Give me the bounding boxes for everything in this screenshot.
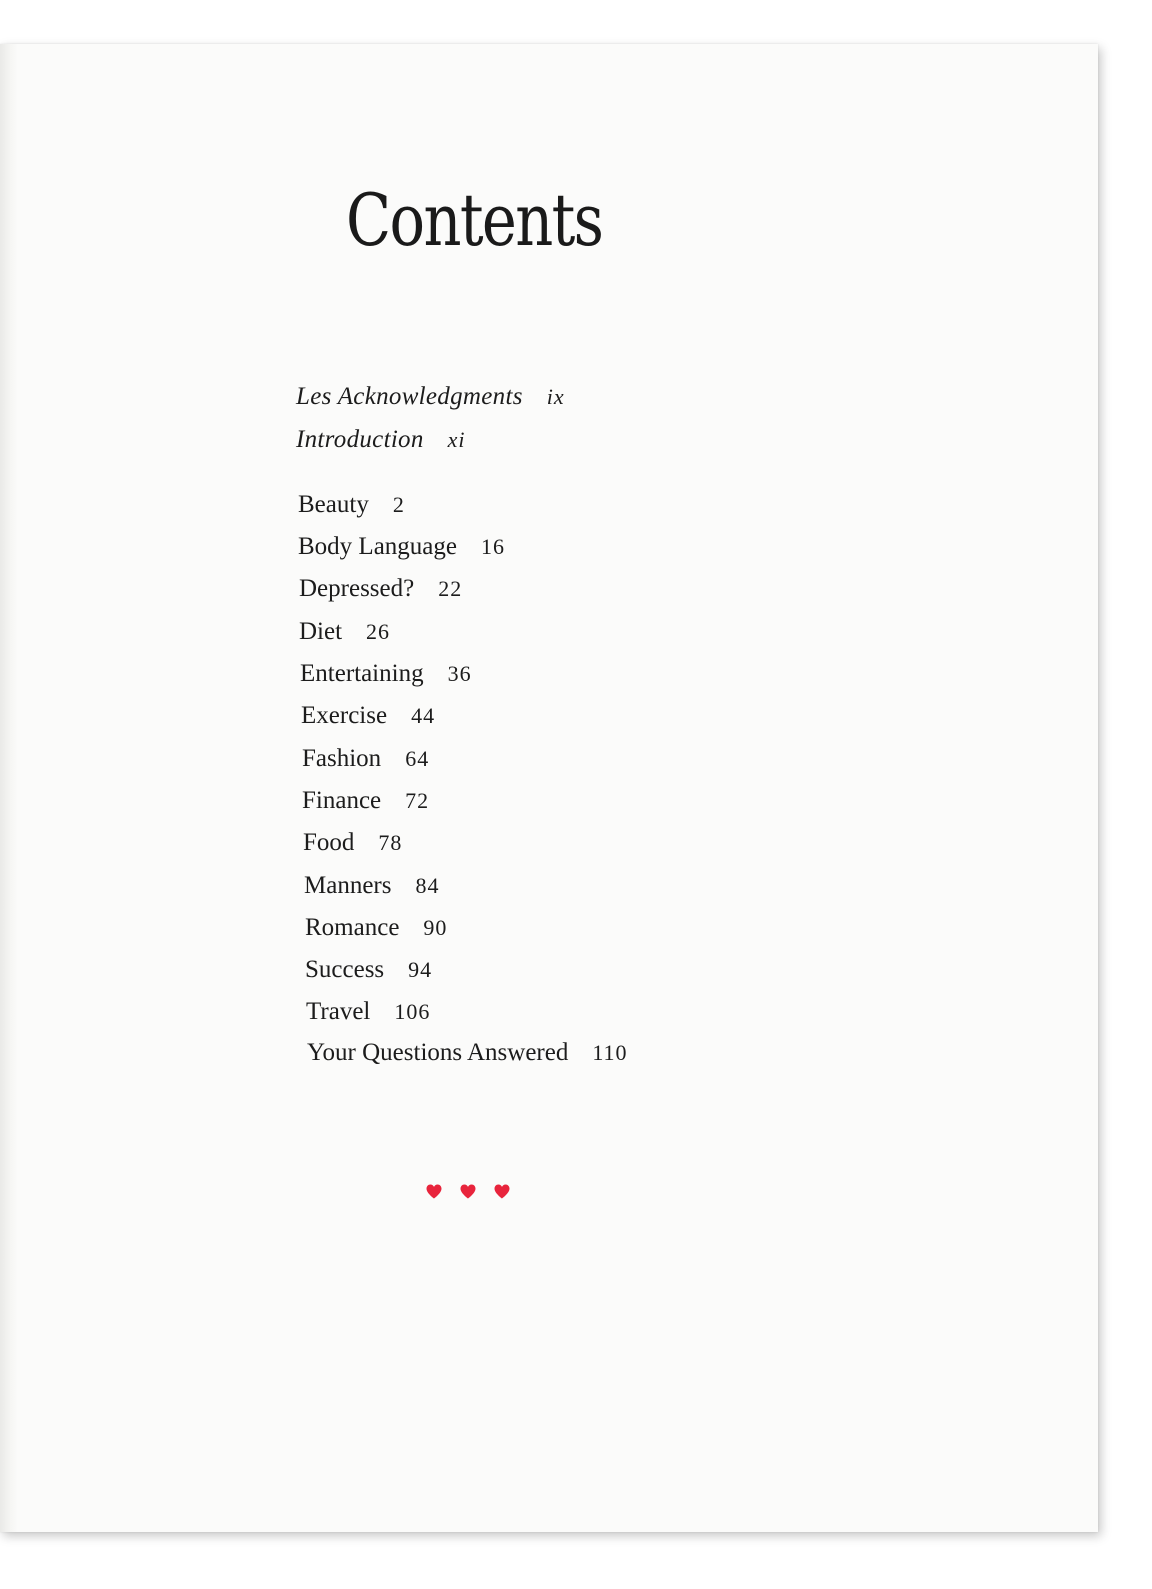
toc-entry-label: Success [305,956,385,983]
toc-entry-label: Introduction [296,426,424,453]
toc-entry-page: 36 [447,661,472,686]
heart-icon [492,1181,512,1201]
toc-entry-label: Manners [304,872,392,899]
toc-entry-page: 84 [415,873,440,898]
toc-entry-label: Romance [305,914,400,941]
toc-entry-page: 2 [392,492,405,517]
toc-entry-page: xi [447,427,466,452]
toc-entry-page: 44 [411,703,436,728]
toc-entry-label: Fashion [302,745,382,772]
toc-entry-page: ix [546,384,565,409]
toc-entry-romance [305,915,447,940]
toc-entry-label: Beauty [298,491,369,518]
toc-entry-page: 110 [592,1040,628,1065]
toc-entry-page: 106 [394,999,431,1024]
toc-entry-exercise [301,703,435,728]
table-of-contents [0,44,1098,1532]
book-page [0,44,1098,1532]
toc-entry-diet [299,619,390,644]
toc-entry-depressed [299,576,462,601]
toc-entry-label: Depressed? [299,575,415,602]
toc-entry-page: 26 [366,619,391,644]
toc-entry-page: 22 [438,576,463,601]
toc-entry-page: 78 [378,830,403,855]
toc-entry-success [305,957,432,982]
page-title: Contents [346,178,603,262]
toc-entry-introduction [296,427,466,452]
toc-entry-label: Body Language [298,533,457,560]
toc-entry-food [303,830,402,855]
toc-entry-label: Travel [306,998,371,1025]
toc-entry-label: Finance [302,787,382,814]
toc-entry-label: Diet [299,618,343,645]
toc-entry-label: Entertaining [300,660,424,687]
toc-entry-manners [304,873,439,898]
toc-entry-your-questions-answered [307,1040,628,1065]
toc-entry-travel [306,999,430,1024]
toc-entry-entertaining [300,661,472,686]
toc-entry-fashion [302,746,429,771]
toc-entry-body-language [298,534,505,559]
toc-entry-label: Your Questions Answered [307,1039,569,1066]
toc-entry-page: 72 [405,788,430,813]
heart-ornament [424,1181,514,1201]
heart-icon [424,1181,444,1201]
toc-entry-label: Food [303,829,355,856]
toc-entry-finance [302,788,429,813]
toc-entry-page: 16 [480,534,505,559]
toc-entry-label: Exercise [301,702,388,729]
toc-entry-page: 94 [408,957,433,982]
heart-icon [458,1181,478,1201]
toc-entry-page: 64 [405,746,430,771]
toc-entry-acknowledgments [296,384,565,409]
toc-entry-label: Les Acknowledgments [296,383,523,410]
toc-entry-page: 90 [423,915,448,940]
toc-entry-beauty [298,492,405,517]
